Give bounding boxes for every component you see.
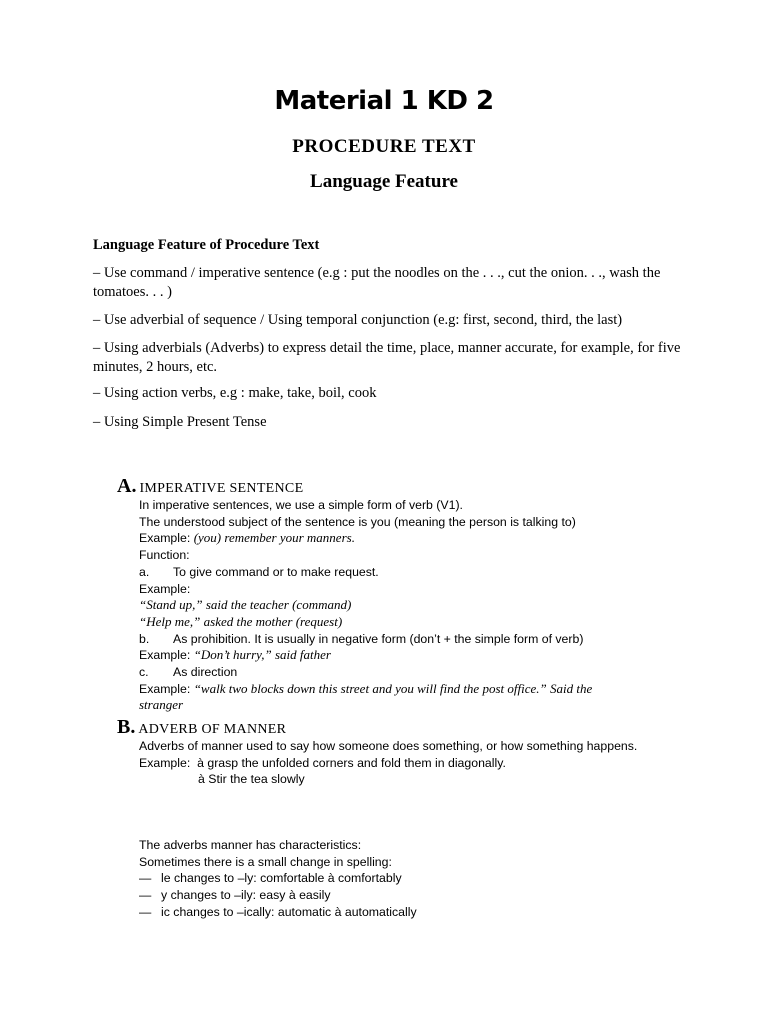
paragraph-line: Adverbs of manner used to say how someone does something, or how something happens. bbox=[139, 739, 638, 753]
intro-item: – Using adverbials (Adverbs) to express detail the time, place, manner accurate, for example, for five minutes, 2 hours, etc. bbox=[93, 340, 681, 375]
function-item-c: c. As direction bbox=[139, 665, 238, 680]
example-continuation: stranger bbox=[139, 697, 184, 713]
change-item: — le changes to –ly: comfortable à comfortably bbox=[139, 871, 402, 886]
intro-item: – Using Simple Present Tense bbox=[93, 414, 267, 430]
example-label: Example: bbox=[139, 581, 191, 596]
section-letter: B. bbox=[117, 716, 136, 738]
section-b-heading bbox=[117, 716, 286, 739]
section-a-heading bbox=[117, 475, 303, 498]
function-item-b: b. As prohibition. It is usually in negative form (don’t + the simple form of verb) bbox=[139, 631, 584, 646]
function-label: Function: bbox=[139, 548, 190, 563]
change-item: — y changes to –ily: easy à easily bbox=[139, 888, 331, 903]
paragraph-line: In imperative sentences, we use a simple form of verb (V1). bbox=[139, 498, 463, 512]
section-letter: A. bbox=[117, 475, 137, 497]
example-line: Example: (you) remember your manners. bbox=[139, 530, 355, 546]
document-subtitle: PROCEDURE TEXT bbox=[292, 136, 476, 157]
section-a-body bbox=[139, 497, 659, 714]
characteristics-block bbox=[139, 837, 659, 921]
document-title: Material 1 KD 2 bbox=[274, 86, 494, 116]
section-title: ADVERB OF MANNER bbox=[138, 722, 287, 737]
quote-line: “Stand up,” said the teacher (command) bbox=[139, 597, 352, 613]
intro-item: – Using action verbs, e.g : make, take, boil, cook bbox=[93, 385, 377, 401]
intro-item: – Use command / imperative sentence (e.g : put the noodles on the . . ., cut the onion. . ., wash the tomatoes. . . ) bbox=[93, 265, 661, 300]
intro-heading: Language Feature of Procedure Text bbox=[93, 237, 320, 253]
paragraph-line: Sometimes there is a small change in spelling: bbox=[139, 854, 392, 869]
example-line: à Stir the tea slowly bbox=[198, 772, 305, 787]
section-title: IMPERATIVE SENTENCE bbox=[139, 481, 304, 496]
intro-item: – Use adverbial of sequence / Using temporal conjunction (e.g: first, second, third, the last) bbox=[93, 312, 623, 328]
paragraph-line: The understood subject of the sentence is you (meaning the person is talking to) bbox=[139, 514, 576, 529]
change-item: — ic changes to –ically: automatic à automatically bbox=[139, 904, 417, 919]
section-b-body bbox=[139, 738, 659, 788]
example-line: Example: “Don’t hurry,” said father bbox=[139, 647, 331, 663]
function-item-a: a. To give command or to make request. bbox=[139, 564, 379, 579]
example-line: Example: “walk two blocks down this street and you will find the post office.” Said the bbox=[139, 680, 593, 696]
document-subtitle-2: Language Feature bbox=[310, 171, 458, 192]
quote-line: “Help me,” asked the mother (request) bbox=[139, 613, 343, 629]
paragraph-line: The adverbs manner has characteristics: bbox=[139, 838, 362, 852]
example-line: Example: à grasp the unfolded corners and fold them in diagonally. bbox=[139, 755, 506, 770]
